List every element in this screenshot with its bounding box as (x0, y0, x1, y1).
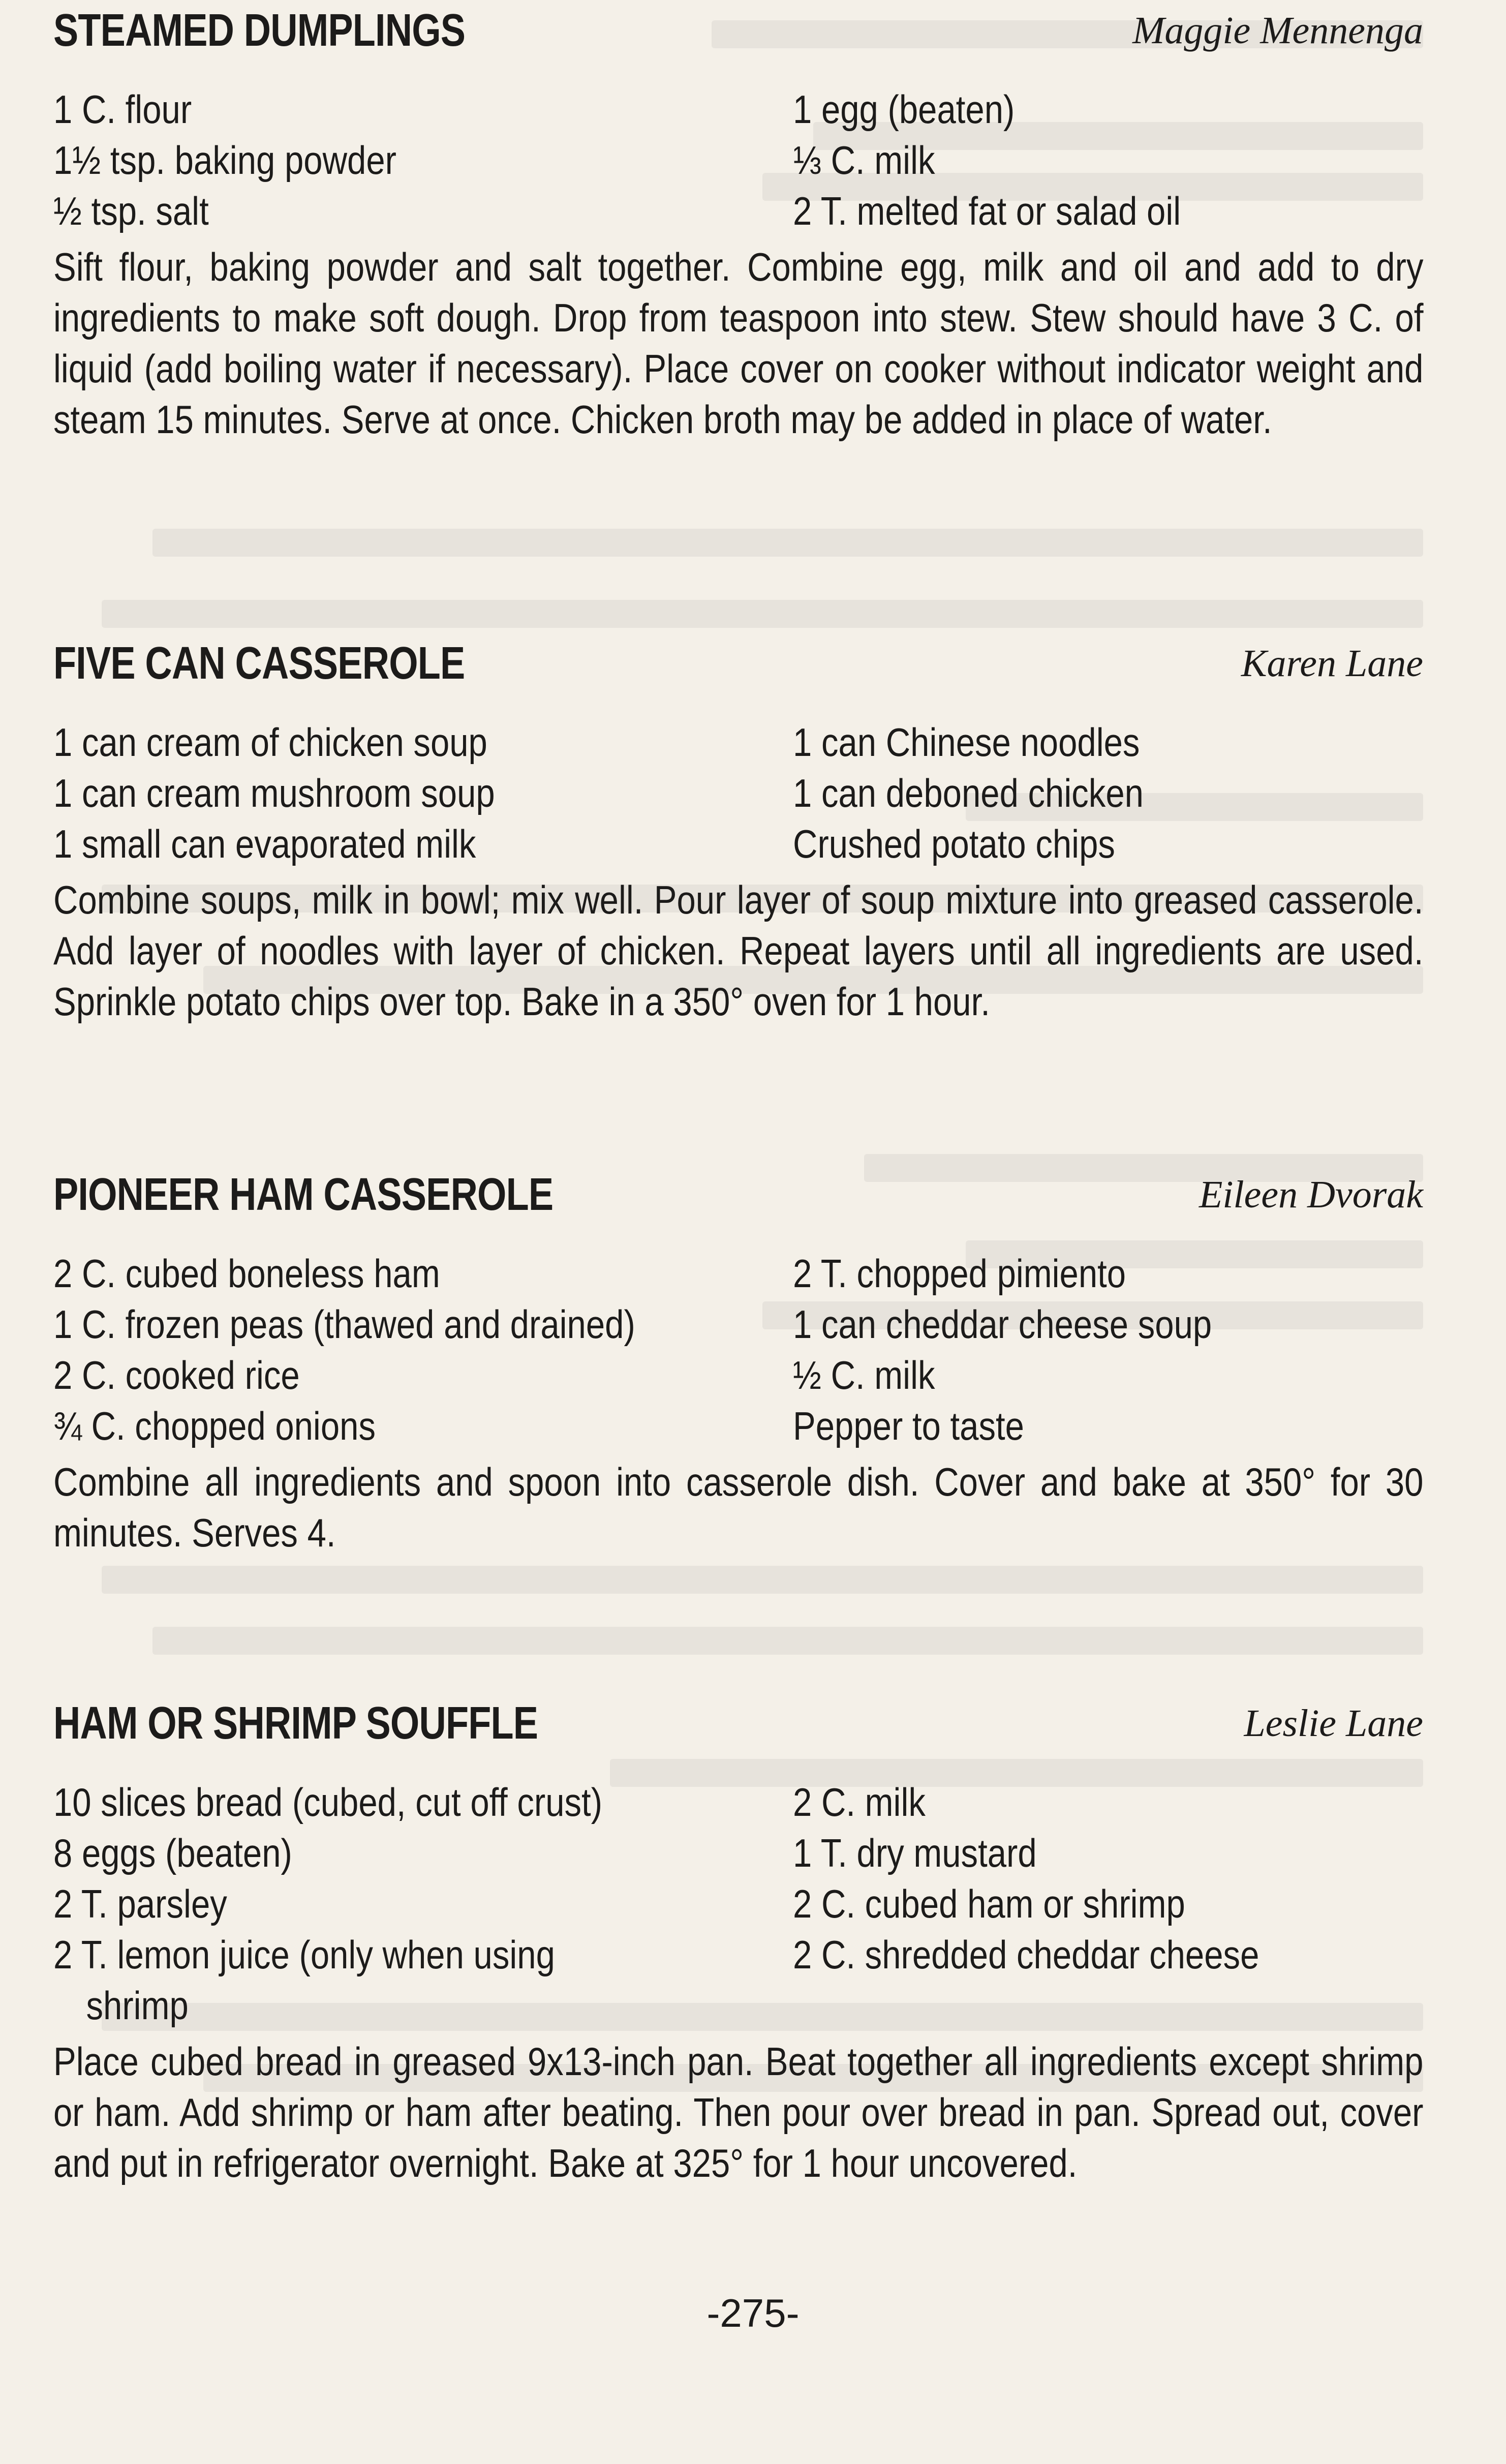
instructions-text: Place cubed bread in greased 9x13-inch pan. Beat together all ingredients except shrimp or ham. Add shrimp or ham after beating. Then pour over bread in pan. Spread out, cover and put in refrigerator overnight. Bake at 325° for 1 hour uncovered. (53, 2039, 1424, 2185)
ingredient-item: 1 T. dry mustard (793, 1831, 1037, 1875)
recipe-instructions (53, 241, 1423, 445)
ingredient-column-left (53, 84, 793, 236)
recipe-title: FIVE CAN CASSEROLE (53, 638, 465, 689)
ingredient-column-right (793, 1248, 1423, 1451)
recipe-author: Maggie Mennenga (1132, 9, 1423, 52)
ingredient-column-left (53, 717, 793, 869)
recipe-five-can-casserole (53, 635, 1423, 1067)
ingredient-item: 1 can cream mushroom soup (53, 771, 495, 815)
ingredient-item: 1 can cream of chicken soup (53, 720, 487, 765)
recipe-ham-or-shrimp-souffle (53, 1695, 1423, 2228)
ingredient-item: Crushed potato chips (793, 822, 1115, 866)
ingredient-item: 1 can deboned chicken (793, 771, 1144, 815)
ingredient-item: 2 C. shredded cheddar cheese (793, 1932, 1259, 1977)
ingredient-item: 1 C. frozen peas (thawed and drained) (53, 1302, 635, 1347)
ingredient-item: 1 C. flour (53, 87, 192, 132)
ingredient-item: ¾ C. chopped onions (53, 1404, 376, 1448)
recipe-pioneer-ham-casserole (53, 1167, 1423, 1598)
ingredient-list (53, 1777, 1423, 2031)
ingredient-item: 1 egg (beaten) (793, 87, 1015, 132)
ingredient-item: 1½ tsp. baking powder (53, 138, 396, 182)
ingredient-item: 1 small can evaporated milk (53, 822, 476, 866)
ingredient-item: ½ tsp. salt (53, 189, 209, 233)
ingredient-item: 2 C. cubed boneless ham (53, 1251, 440, 1296)
ingredient-item: 2 C. cubed ham or shrimp (793, 1881, 1185, 1926)
ingredient-item: 2 C. cooked rice (53, 1353, 300, 1397)
instructions-text: Sift flour, baking powder and salt together. Combine egg, milk and oil and add to dry ingredients to make soft dough. Drop from teaspoon into stew. Stew should have 3 C. of liquid (add boiling water if necessary). Place cover on cooker without indicator weight and steam 15 minutes. Serve at once. Chicken broth may be added in place of water. (53, 245, 1424, 442)
recipe-instructions (53, 1456, 1423, 1558)
ingredient-column-right (793, 84, 1423, 236)
recipe-header (53, 1695, 1423, 1751)
recipe-author: Karen Lane (1241, 642, 1423, 685)
ingredient-item: 1 can cheddar cheese soup (793, 1302, 1212, 1347)
recipe-header (53, 1167, 1423, 1223)
ingredient-item: ⅓ C. milk (793, 138, 935, 182)
ingredient-list (53, 84, 1423, 236)
ingredient-item: 2 T. parsley (53, 1881, 227, 1926)
ingredient-item: 2 T. melted fat or salad oil (793, 189, 1181, 233)
instructions-text: Combine all ingredients and spoon into casserole dish. Cover and bake at 350° for 30 minutes. Serves 4. (53, 1459, 1424, 1555)
instructions-text: Combine soups, milk in bowl; mix well. Pour layer of soup mixture into greased casserole. Add layer of noodles with layer of chicken. Repeat layers until all ingredients are used. Sprinkle potato chips over top. Bake in a 350° oven for 1 hour. (53, 877, 1424, 1024)
page-number: -275- (706, 2291, 800, 2335)
ingredient-column-left (53, 1248, 793, 1451)
ingredient-item: 2 C. milk (793, 1780, 926, 1824)
ingredient-item: 1 can Chinese noodles (793, 720, 1140, 765)
recipe-title: STEAMED DUMPLINGS (53, 5, 466, 56)
recipe-header (53, 3, 1423, 58)
recipe-instructions (53, 2036, 1423, 2188)
recipe-title: HAM OR SHRIMP SOUFFLE (53, 1698, 538, 1749)
recipe-title: PIONEER HAM CASSEROLE (53, 1169, 554, 1220)
ingredient-list (53, 1248, 1423, 1451)
ingredient-item: 8 eggs (beaten) (53, 1831, 292, 1875)
recipe-author: Eileen Dvorak (1198, 1173, 1423, 1216)
ingredient-item: Pepper to taste (793, 1404, 1024, 1448)
ingredient-column-right (793, 717, 1423, 869)
ingredient-item: 2 T. lemon juice (only when using (53, 1932, 555, 1977)
recipe-instructions (53, 874, 1423, 1027)
recipe-header (53, 635, 1423, 691)
ingredient-item: ½ C. milk (793, 1353, 935, 1397)
ingredient-item: 10 slices bread (cubed, cut off crust) (53, 1780, 603, 1824)
ingredient-column-left (53, 1777, 793, 2031)
recipe-steamed-dumplings (53, 3, 1423, 484)
ingredient-column-right (793, 1777, 1423, 2031)
recipe-author: Leslie Lane (1244, 1702, 1423, 1745)
ingredient-item: 2 T. chopped pimiento (793, 1251, 1126, 1296)
ingredient-list (53, 717, 1423, 869)
ingredient-item-continuation: shrimp (86, 1983, 189, 2028)
